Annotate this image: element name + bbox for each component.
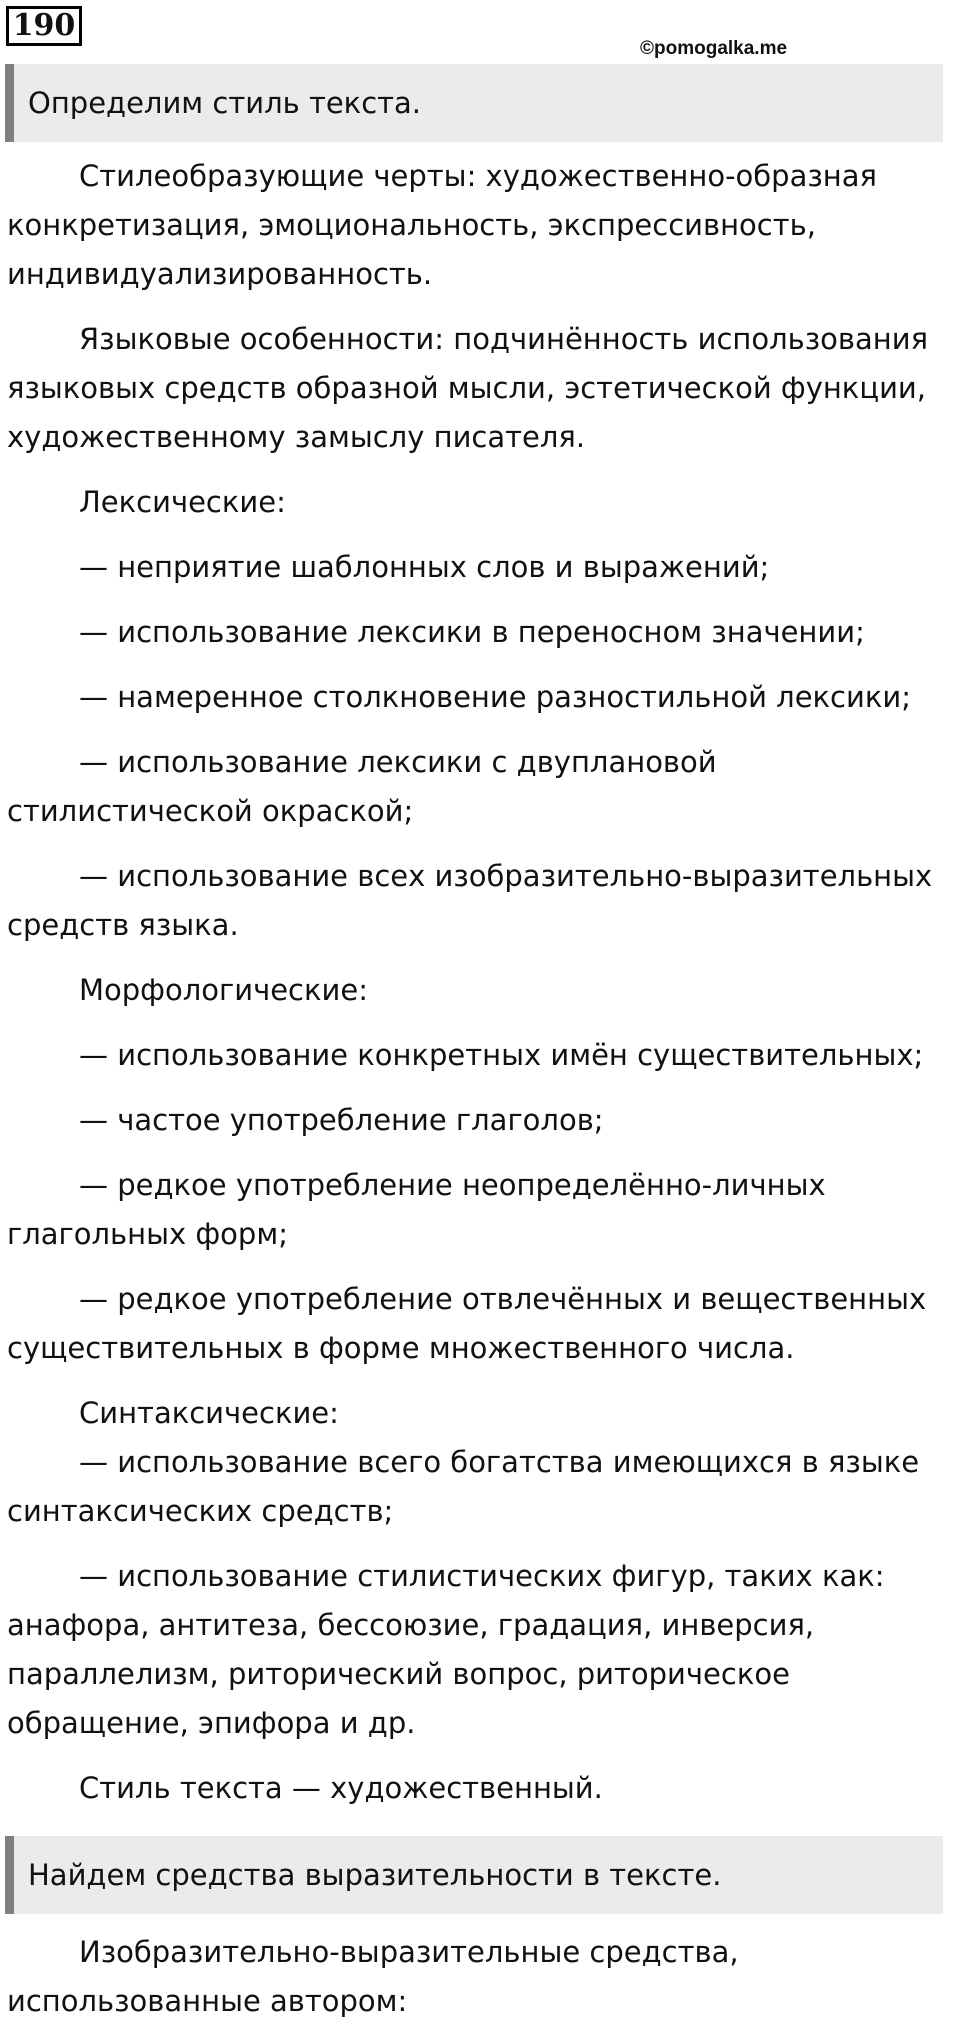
watermark: ©pomogalka.me (640, 38, 788, 59)
paragraph-features: Стилеобразующие черты: художественно-образная конкретизация, эмоциональность, экспрессивность, индивидуализированность. (7, 159, 877, 291)
paragraph-conclusion: Стиль текста — художественный. (79, 1771, 603, 1805)
paragraph-morphological-heading: Морфологические: (79, 973, 368, 1007)
list-item: — неприятие шаблонных слов и выражений; (79, 550, 770, 584)
list-item: — редкое употребление неопределённо-личных глагольных форм; (7, 1168, 826, 1251)
list-item: — использование всего богатства имеющихся в языке синтаксических средств; (7, 1445, 920, 1528)
list-item: — использование конкретных имён существительных; (79, 1038, 924, 1072)
paragraph-devices-intro: Изобразительно-выразительные средства, использованные автором: (7, 1935, 739, 2018)
section-heading-style: Определим стиль текста. (5, 64, 943, 142)
list-item: — использование лексики с двуплановой стилистической окраской; (7, 745, 717, 828)
task-number: 190 (6, 6, 82, 46)
list-item: — использование лексики в переносном значении; (79, 615, 865, 649)
list-item: — частое употребление глаголов; (79, 1103, 604, 1137)
list-item: — намеренное столкновение разностильной лексики; (79, 680, 911, 714)
paragraph-syntactic-heading: Синтаксические: (79, 1396, 339, 1430)
paragraph-lexical-heading: Лексические: (79, 485, 286, 519)
list-item: — использование стилистических фигур, таких как: анафора, антитеза, бессоюзие, градация, инверсия, параллелизм, риторический вопрос, риторическое обращение, эпифора и др. (7, 1559, 885, 1740)
list-item: — использование всех изобразительно-выразительных средств языка. (7, 859, 933, 942)
paragraph-language: Языковые особенности: подчинённость использования языковых средств образной мысли, эстетической функции, художественному замыслу писателя. (7, 322, 929, 454)
section-heading-devices: Найдем средства выразительности в тексте. (5, 1836, 943, 1914)
list-item: — редкое употребление отвлечённых и вещественных существительных в форме множественного числа. (7, 1282, 927, 1365)
style-analysis (7, 152, 952, 1829)
